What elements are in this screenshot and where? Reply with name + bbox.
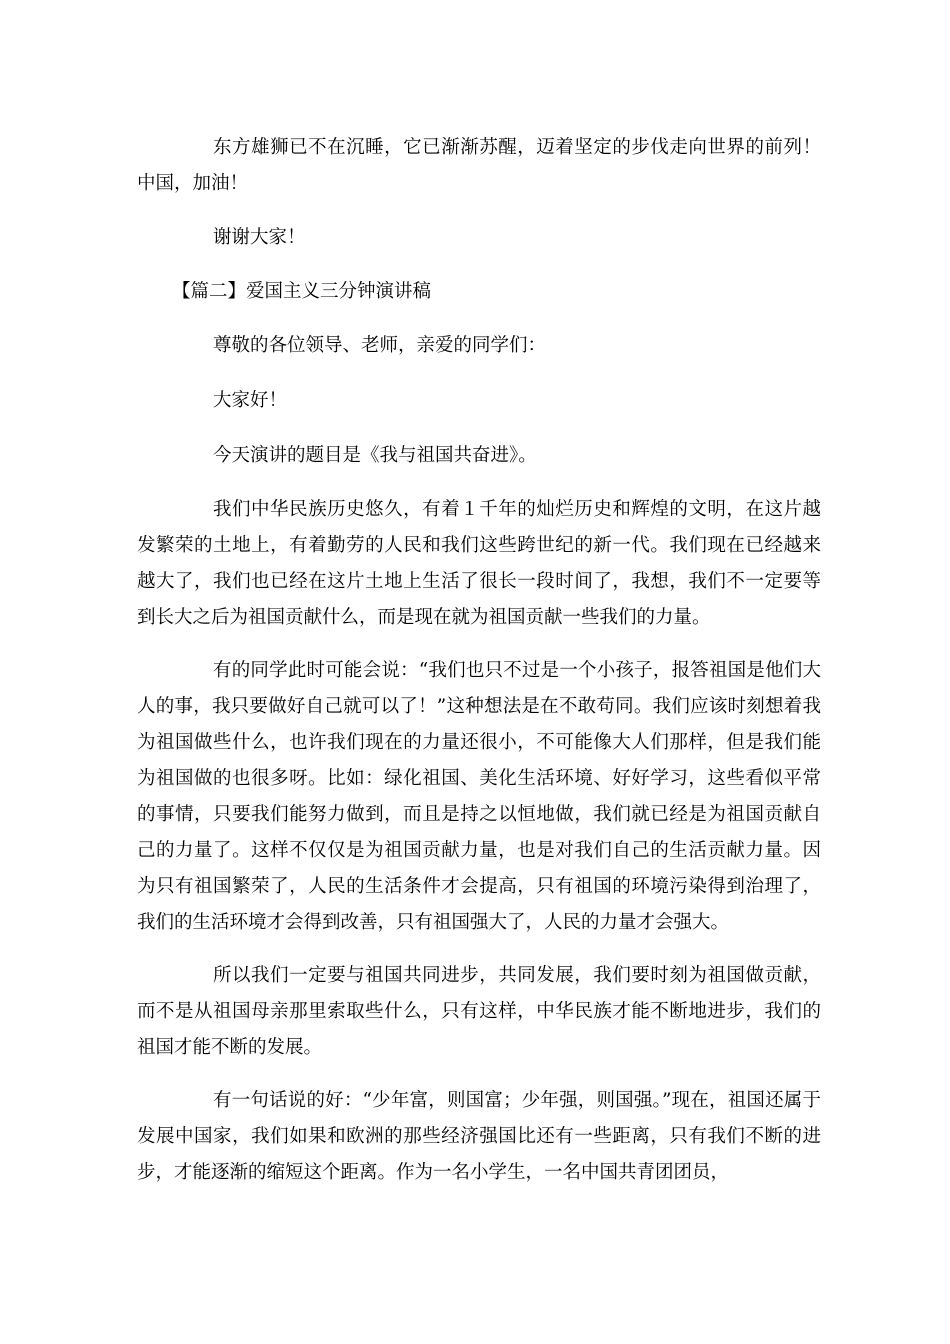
paragraph-contribution: 有的同学此时可能会说：“我们也只不过是一个小孩子，报答祖国是他们大人的事，我只要做好自己就可以了！”这种想法是在不敢苟同。我们应该时刻想着我为祖国做些什么，也许我们现在的力量还很小，不可能像大人们那样，但是我们能为祖国做的也很多呀。比如：绿化祖国、美化生活环境、好好学习，这些看似平常的事情，只要我们能努力做到，而且是持之以恒地做，我们就已经是为祖国贡献自己的力量了。这样不仅仅是为祖国贡献力量，也是对我们自己的生活贡献力量。因为只有祖国繁荣了，人民的生活条件才会提高，只有祖国的环境污染得到治理了，我们的生活环境才会得到改善，只有祖国强大了，人民的力量才会强大。 (137, 660, 821, 933)
paragraph-history: 我们中华民族历史悠久，有着１千年的灿烂历史和辉煌的文明，在这片越发繁荣的土地上，有着勤劳的人民和我们这些跨世纪的新一代。我们现在已经越来越大了，我们也已经在这片土地上生活了很长一段时间了，我想，我们不一定要等到长大之后为祖国贡献什么，而是现在就为祖国贡献一些我们的力量。 (137, 499, 821, 628)
paragraph-progress: 所以我们一定要与祖国共同进步，共同发展，我们要时刻为祖国做贡献，而不是从祖国母亲那里索取些什么，只有这样，中华民族才能不断地进步，我们的祖国才能不断的发展。 (137, 965, 821, 1058)
paragraph-thanks: 谢谢大家！ (213, 227, 306, 248)
paragraph-closing-cheer: 东方雄狮已不在沉睡，它已渐渐苏醒，迈着坚定的步伐走向世界的前列！中国，加油！ (137, 137, 821, 194)
paragraph-salutation: 尊敬的各位领导、老师，亲爱的同学们： (213, 335, 547, 356)
paragraph-youth: 有一句话说的好：“少年富，则国富；少年强，则国强。”现在，祖国还属于发展中国家，我们如果和欧洲的那些经济强国比还有一些距离，只有我们不断的进步，才能逐渐的缩短这个距离。作为一名小学生，一名中国共青团团员， (137, 1090, 821, 1183)
section-heading: 【篇二】爱国主义三分钟演讲稿 (172, 281, 432, 302)
paragraph-greeting: 大家好！ (213, 390, 288, 411)
paragraph-topic: 今天演讲的题目是《我与祖国共奋进》。 (213, 445, 537, 466)
